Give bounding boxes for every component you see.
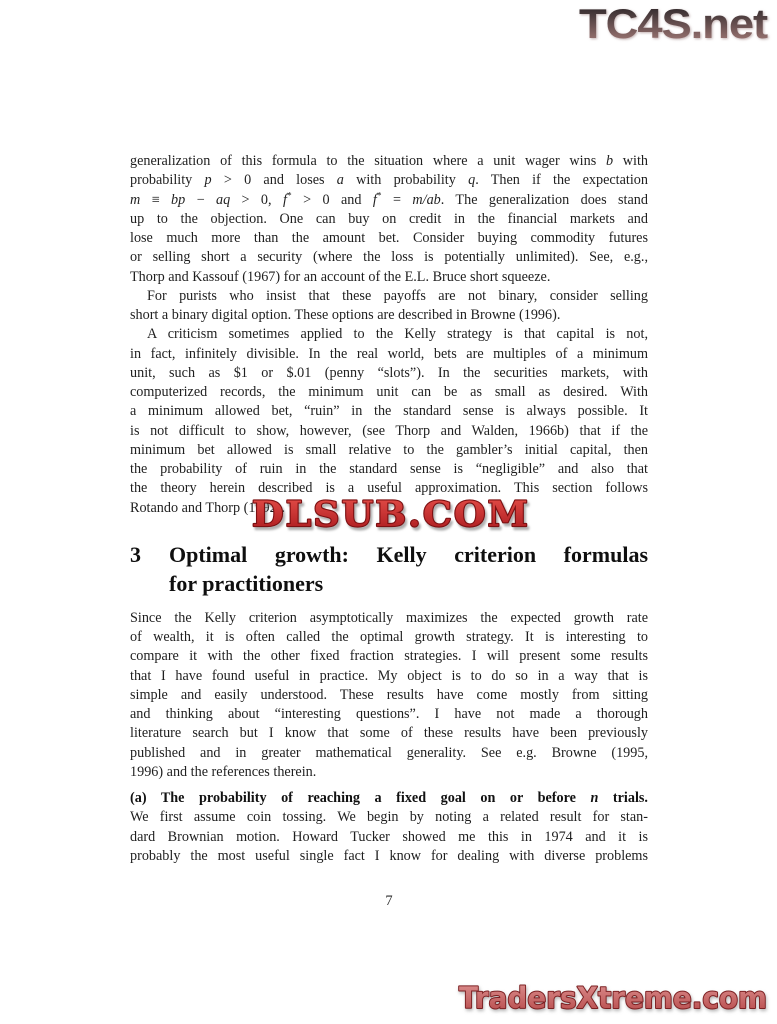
text-line: (a) The probability of reaching a fixed goal on or before n trials. — [130, 790, 648, 806]
text-line: literature search but I know that some of these results have been previously — [130, 725, 648, 742]
text-column — [130, 152, 648, 866]
watermark-tc4s — [575, 1, 771, 52]
paragraph — [130, 287, 648, 326]
section-title — [169, 540, 648, 598]
text-line: a minimum allowed bet, “ruin” in the standard sense is always possible. It — [130, 403, 648, 420]
paragraph — [130, 609, 648, 782]
tradersxtreme-logo-image — [450, 976, 776, 1022]
section-number: 3 — [130, 541, 141, 567]
text-line: Since the Kelly criterion asymptotically maximizes the expected growth rate — [130, 609, 648, 626]
text-line: the probability of ruin in the standard sense is “negligible” and also that — [130, 461, 648, 477]
tc4s-watermark-text: TC4S.net — [579, 1, 769, 47]
text-line: short a binary digital option. These options are described in Browne (1996). — [130, 307, 561, 323]
text-line: up to the objection. One can buy on credit in the financial markets and — [130, 210, 648, 227]
text-line: m ≡ bp − aq > 0, f* > 0 and f* = m/ab. The generalization does stand — [130, 189, 648, 208]
text-line: minimum bet allowed is small relative to the gambler’s initial capital, then — [130, 441, 648, 458]
section-title-line2: for practitioners — [169, 570, 324, 596]
section-title-line1: Optimal growth: Kelly criterion formulas — [169, 541, 648, 567]
text-line: in fact, infinitely divisible. In the real world, bets are multiples of a minimum — [130, 345, 648, 362]
text-line: compare it with the other fixed fraction strategies. I will present some results — [130, 648, 648, 665]
dlsub-watermark-text: DLSUB.COM — [252, 494, 530, 535]
text-line: the theory herein described is a useful approximation. This section follows — [130, 480, 648, 497]
text-line: Thorp and Kassouf (1967) for an account of the E.L. Bruce short squeeze. — [130, 268, 551, 285]
text-line: computerized records, the minimum unit can be as small as desired. With — [130, 384, 648, 400]
text-line: or selling short a security (where the loss is potentially unlimited). See, e.g., — [130, 249, 648, 266]
text-line: published and in greater mathematical generality. See e.g. Browne (1995, — [130, 744, 648, 761]
text-line: 1996) and the references therein. — [130, 763, 317, 780]
text-line: generalization of this formula to the situation where a unit wager wins b with — [130, 153, 648, 169]
page-number: 7 — [385, 893, 393, 909]
text-line: that I have found useful in practice. My object is to do so in a way that is — [130, 667, 648, 684]
text-line: unit, such as $1 or $.01 (penny “slots”). In the securities markets, with — [130, 364, 648, 381]
text-line: A criticism sometimes applied to the Kelly strategy is that capital is not, — [147, 326, 648, 343]
text-line: For purists who insist that these payoffs are not binary, consider selling — [147, 287, 648, 304]
paragraph — [130, 325, 648, 518]
text-line: of wealth, it is often called the optimal growth strategy. It is interesting to — [130, 629, 648, 645]
paragraphs-after-heading — [130, 609, 648, 866]
text-line: lose much more than the amount bet. Consider buying commodity futures — [130, 230, 648, 246]
text-line: We first assume coin tossing. We begin by noting a related result for stan- — [130, 809, 648, 826]
text-line: probably the most useful single fact I know for dealing with diverse problems — [130, 847, 648, 864]
tradersxtreme-watermark-text: TradersXtreme.com — [459, 981, 767, 1015]
paragraphs-before-heading — [130, 152, 648, 518]
text-line: simple and easily understood. These results have come mostly from sitting — [130, 686, 648, 703]
paragraph — [130, 152, 648, 287]
paragraph — [130, 789, 648, 866]
tc4s-logo-image — [575, 1, 771, 47]
text-line: is not difficult to show, however, (see Thorp and Walden, 1966b) that if the — [130, 422, 648, 439]
text-line: probability p > 0 and loses a with probability q. Then if the expectation — [130, 172, 648, 189]
text-line: dard Brownian motion. Howard Tucker showed me this in 1974 and it is — [130, 828, 648, 845]
section-heading — [130, 540, 648, 598]
watermark-tradersxtreme — [450, 976, 776, 1024]
text-line: Rotando and Thorp (1992). — [130, 499, 285, 516]
text-line: and thinking about “interesting questions”. I have not made a thorough — [130, 706, 648, 722]
